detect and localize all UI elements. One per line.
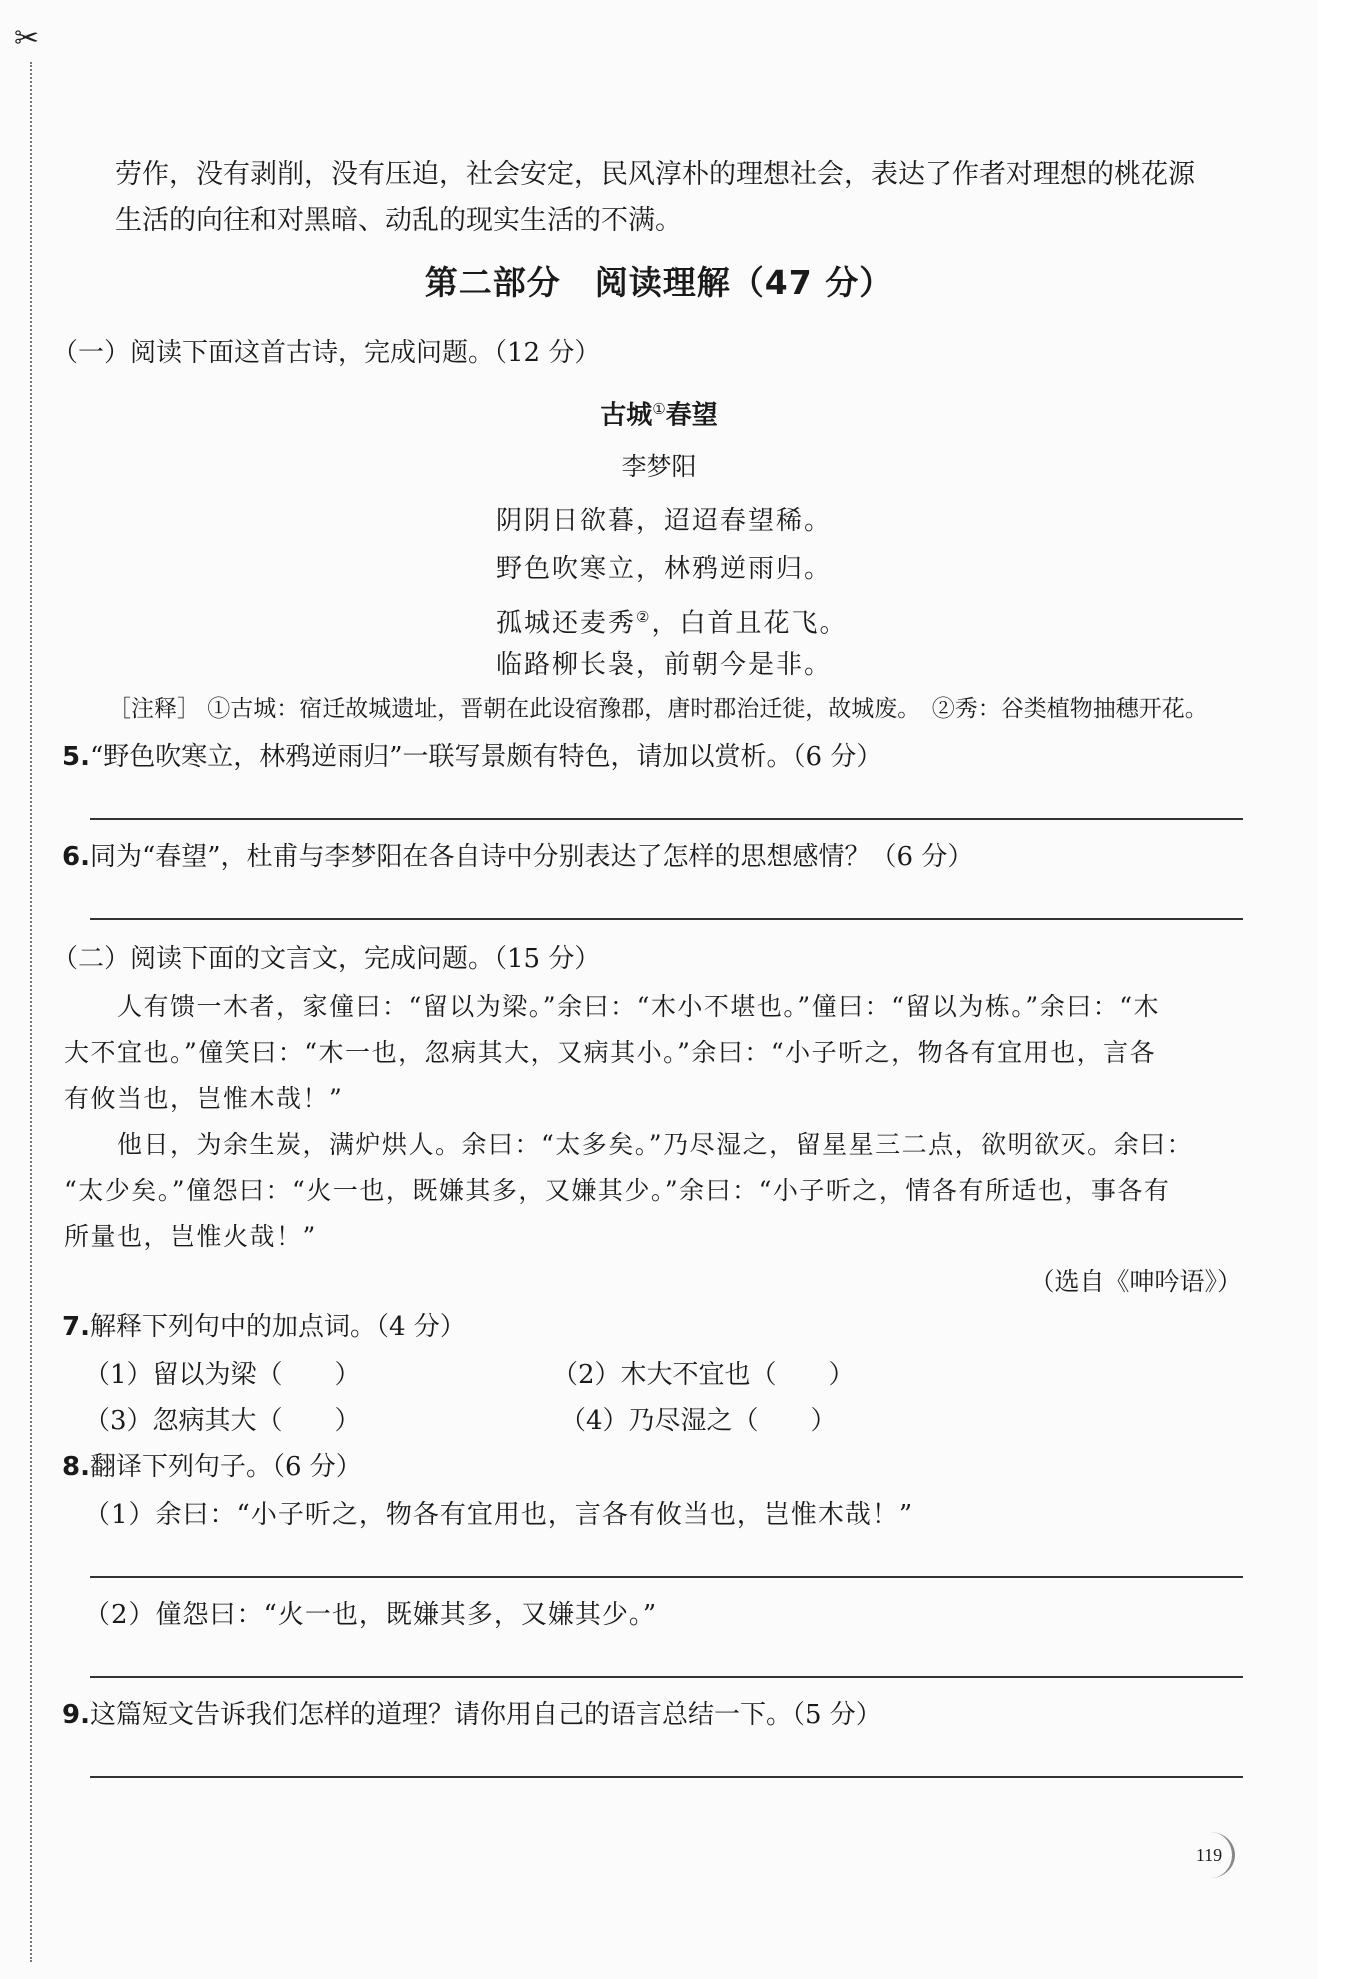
passage-para2-line1: 他日，为余生炭，满炉烘人。余曰：“太多矣。”乃尽湿之，留星星三二点，欲明欲灭。余曰： — [117, 1130, 1194, 1159]
answer-line-q8-2[interactable] — [90, 1676, 1243, 1678]
answer-line-q8-1[interactable] — [90, 1576, 1243, 1578]
intro-line-1: 劳作，没有剥削，没有压迫，社会安定，民风淳朴的理想社会，表达了作者对理想的桃花源 — [115, 159, 1195, 190]
question-8 — [62, 1450, 362, 1484]
poem-line-1: 阴阴日欲暮，迢迢春望稀。 — [496, 506, 833, 536]
passage-para1-line3: 有攸当也，岂惟木哉！” — [64, 1084, 344, 1113]
poem-line-4: 临路柳长袅，前朝今是非。 — [496, 650, 833, 680]
poem-title-b: 春望 — [665, 400, 718, 431]
intro-line-2: 生活的向往和对黑暗、动乱的现实生活的不满。 — [115, 205, 682, 236]
q7-item-4[interactable]: （4）乃尽湿之（ ） — [560, 1406, 837, 1436]
section-title: 第二部分 阅读理解（47 分） — [424, 263, 894, 302]
poem-title — [0, 392, 1318, 433]
question-5 — [62, 740, 882, 774]
question-5-number: 5. — [62, 742, 90, 772]
passage-para1-line1: 人有馈一木者，家僮曰：“留以为梁。”余曰：“木小不堪也。”僮曰：“留以为栋。”余曰：“木 — [117, 992, 1160, 1021]
answer-line-q6[interactable] — [90, 918, 1243, 920]
cut-line — [30, 62, 32, 1962]
question-8-number: 8. — [62, 1452, 90, 1482]
part1-heading: （一）阅读下面这首古诗，完成问题。（12 分） — [52, 338, 601, 368]
q7-item-3[interactable]: （3）忽病其大（ ） — [84, 1406, 361, 1436]
q8-item-2: （2）僮怨曰：“火一也，既嫌其多，又嫌其少。” — [84, 1600, 658, 1630]
q8-item-1: （1）余曰：“小子听之，物各有宜用也，言各有攸当也，岂惟木哉！” — [84, 1500, 914, 1530]
footnote-mark-2: ② — [636, 608, 652, 626]
question-8-text: 翻译下列句子。（6 分） — [89, 1452, 362, 1482]
question-9 — [62, 1698, 882, 1732]
question-6 — [62, 840, 973, 874]
passage-para2-line3: 所量也，岂惟火哉！” — [64, 1222, 317, 1251]
poem-line-3a: 孤城还麦秀 — [496, 608, 637, 639]
q7-item-2[interactable]: （2）木大不宜也（ ） — [552, 1360, 855, 1390]
page-number: 119 — [1195, 1845, 1223, 1865]
poem-line-2: 野色吹寒立，林鸦逆雨归。 — [496, 554, 833, 584]
poem-title-a: 古城 — [600, 400, 653, 431]
poem-author: 李梦阳 — [621, 452, 697, 481]
question-6-number: 6. — [62, 842, 90, 872]
question-7 — [62, 1310, 466, 1344]
answer-line-q5[interactable] — [90, 818, 1243, 820]
question-7-number: 7. — [62, 1312, 90, 1342]
question-7-text: 解释下列句中的加点词。（4 分） — [89, 1312, 466, 1342]
question-6-text: 同为“春望”，杜甫与李梦阳在各自诗中分别表达了怎样的思想感情？（6 分） — [89, 842, 974, 872]
question-9-number: 9. — [62, 1700, 90, 1730]
passage-source: （选自《呻吟语》） — [1029, 1267, 1242, 1296]
scissors-icon: ✂ — [14, 21, 40, 56]
passage-para1-line2: 大不宜也。”僮笑曰：“木一也，忽病其大，又病其小。”余曰：“小子听之，物各有宜用也，言各 — [64, 1038, 1157, 1067]
poem-line-3b: ，白首且花飞。 — [651, 608, 848, 639]
poem-line-3 — [496, 600, 847, 641]
page-margin — [1318, 0, 1350, 1979]
question-9-text: 这篇短文告诉我们怎样的道理？请你用自己的语言总结一下。（5 分） — [89, 1700, 882, 1730]
part2-heading: （二）阅读下面的文言文，完成问题。（15 分） — [52, 944, 601, 974]
answer-line-q9[interactable] — [90, 1776, 1243, 1778]
footnote-mark-1: ① — [652, 400, 666, 418]
passage-para2-line2: “太少矣。”僮怨曰：“火一也，既嫌其多，又嫌其少。”余曰：“小子听之，情各有所适也，事各有 — [64, 1176, 1171, 1205]
q7-item-1[interactable]: （1）留以为梁（ ） — [84, 1360, 361, 1390]
question-5-text: “野色吹寒立，林鸦逆雨归”一联写景颇有特色，请加以赏析。（6 分） — [89, 742, 883, 772]
poem-note: ［注释］ ①古城：宿迁故城遗址，晋朝在此设宿豫郡，唐时郡治迁徙，故城废。 ②秀：谷类植物抽穗开花。 — [108, 696, 1208, 722]
